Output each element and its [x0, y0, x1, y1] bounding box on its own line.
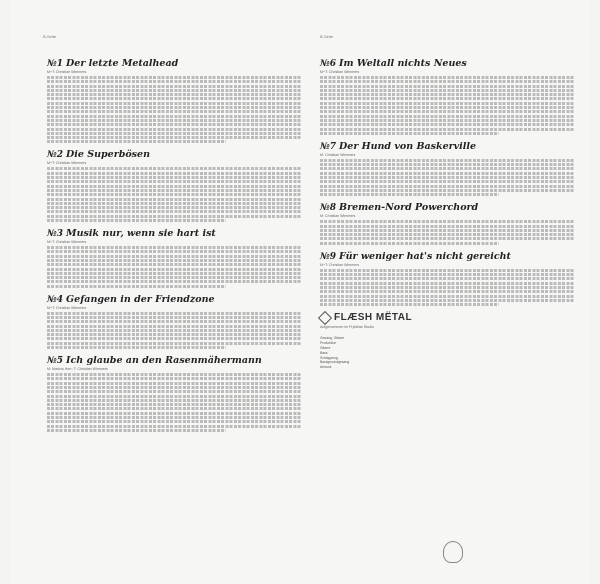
lyric-line [47, 259, 302, 262]
lyric-line [47, 329, 302, 332]
song-title-row [320, 141, 575, 152]
lyric-line [47, 320, 302, 323]
lyric-line [47, 255, 302, 258]
song-title-row [47, 228, 302, 239]
song-number: №9 [320, 251, 337, 262]
lyric-line [47, 386, 302, 389]
lyric-line [320, 132, 499, 135]
lyric-line [47, 337, 302, 340]
lyric-line [320, 282, 575, 285]
lyric-line [47, 219, 226, 222]
logo-mark-icon [318, 311, 332, 325]
song-title: Bremen-Nord Powerchord [339, 202, 479, 214]
lyric-line [47, 193, 302, 196]
lyric-line [47, 377, 302, 380]
song-credit: M: Christian Wimmers [320, 214, 356, 219]
lyric-line [47, 399, 302, 402]
lyric-line [47, 390, 302, 393]
lyric-line [47, 333, 302, 336]
lyric-line [47, 76, 302, 79]
lyric-line [47, 189, 302, 192]
lyric-line [320, 295, 575, 298]
song-number: №4 [47, 294, 64, 305]
lyric-line [47, 93, 302, 96]
side-label-left: B-Seite [43, 34, 57, 39]
lyric-line [320, 89, 575, 92]
credits-cell: Artwork [320, 365, 332, 370]
lyric-line [320, 102, 575, 105]
lyric-line [320, 115, 575, 118]
lyric-line [47, 210, 302, 213]
lyric-line [47, 268, 302, 271]
lyric-line [47, 106, 302, 109]
song-credit: M+T: Christian Wimmers [47, 305, 87, 310]
lyric-line [47, 272, 302, 275]
lyric-line [47, 198, 302, 201]
song-number: №1 [47, 59, 64, 69]
song-block [47, 149, 302, 222]
song-credit: M: Markus Herr; T: Christian Wimmers [47, 367, 108, 372]
song-credit: M+T: Christian Wimmers [47, 161, 87, 166]
lyric-line [47, 325, 302, 328]
lyric-line [320, 189, 575, 192]
lyric-line [320, 176, 575, 179]
song-title: Im Weltall nichts Neues [339, 58, 467, 69]
lyric-line [47, 373, 302, 376]
lyric-line [320, 242, 499, 245]
lyric-line [320, 277, 575, 280]
lyric-line [47, 97, 302, 100]
lyric-line [320, 80, 575, 83]
song-block [320, 251, 575, 306]
lyric-line [320, 269, 575, 272]
song-title-row [47, 294, 302, 305]
lyric-line [47, 172, 302, 175]
song-number: №2 [47, 150, 64, 161]
song-title-row [320, 202, 575, 213]
lyric-line [47, 132, 302, 135]
song-title-row [320, 58, 575, 69]
lyric-line [47, 176, 302, 179]
insert-sheet [10, 0, 590, 584]
lyric-line [47, 425, 302, 428]
left-column [47, 58, 302, 438]
lyric-line [320, 237, 575, 240]
lyric-line [47, 407, 302, 410]
lyric-line [47, 185, 302, 188]
lyric-line [47, 429, 226, 432]
logo-text: FLÆSH MËTAL [334, 312, 413, 324]
lyric-line [47, 250, 302, 253]
lyric-line [320, 273, 575, 276]
lyric-line [320, 180, 575, 183]
song-title: Ich glaube an den Rasenmähermann [66, 355, 262, 367]
credits-table [320, 336, 575, 369]
credits-cell: Gitarre [320, 346, 331, 351]
song-block [47, 58, 302, 143]
lyric-line [47, 412, 302, 415]
lyric-line [47, 206, 302, 209]
lyric-line [320, 299, 575, 302]
lyric-line [320, 97, 575, 100]
song-title-row [47, 58, 302, 69]
lyric-line [320, 233, 575, 236]
lyric-line [47, 346, 226, 349]
lyric-line [320, 225, 575, 228]
song-title: Gefangen in der Friendzone [66, 293, 215, 305]
lyric-line [320, 286, 575, 289]
lyric-line [47, 215, 302, 218]
album-info-line: Aufgenommen im Prybillas Studio [320, 325, 374, 330]
lyric-line [47, 246, 302, 249]
song-credit: M+T: Christian Wimmers [47, 70, 87, 74]
lyric-line [47, 280, 302, 283]
song-credit: M+T: Christian Wimmers [47, 240, 87, 245]
song-block [320, 141, 575, 196]
lyric-line [47, 128, 302, 131]
side-label-right: B-Seite [320, 34, 334, 39]
lyric-line [47, 202, 302, 205]
lyric-line [47, 119, 302, 122]
credits-cell: Produktion [320, 341, 337, 346]
lyric-line [320, 85, 575, 88]
song-block [47, 228, 302, 288]
credits-cell: Bass [320, 350, 328, 355]
lyric-line [47, 136, 302, 139]
lyric-line [320, 303, 499, 306]
song-title-row [47, 149, 302, 160]
song-title-row [47, 355, 302, 366]
lyric-line [320, 119, 575, 122]
lyric-line [47, 382, 302, 385]
lyric-line [320, 172, 575, 175]
credits-row [320, 365, 575, 370]
lyric-line [47, 342, 302, 345]
lyric-line [47, 89, 302, 92]
lyric-line [320, 163, 575, 166]
song-title: Für weniger hat's nicht gereicht [339, 250, 511, 262]
lyric-line [320, 93, 575, 96]
emblem-icon [443, 541, 463, 563]
lyric-line [47, 140, 226, 143]
lyric-line [320, 167, 575, 170]
song-title-row [320, 251, 575, 262]
song-credit: M+T: Christian Wimmers [320, 262, 360, 267]
lyric-line [320, 185, 575, 188]
lyric-line [47, 110, 302, 113]
song-credit: M: Christian Wimmers [320, 152, 356, 157]
lyric-line [47, 167, 302, 170]
song-block [320, 58, 575, 135]
song-title: Die Superbösen [66, 149, 150, 161]
lyric-line [47, 115, 302, 118]
song-title: Musik nur, wenn sie hart ist [66, 228, 216, 240]
song-block [47, 294, 302, 349]
lyric-line [47, 420, 302, 423]
credits-cell: Backgroundgesang [320, 360, 350, 365]
lyric-line [320, 123, 575, 126]
song-block [320, 202, 575, 244]
lyric-line [47, 416, 302, 419]
song-block [47, 355, 302, 432]
lyric-line [320, 110, 575, 113]
lyric-line [47, 263, 302, 266]
lyric-line [47, 316, 302, 319]
lyric-line [47, 180, 302, 183]
lyric-line [47, 80, 302, 83]
song-number: №6 [320, 59, 337, 69]
right-column [320, 58, 575, 370]
credits-cell: Gesang, Gitarre [320, 336, 345, 341]
lyric-line [320, 128, 575, 131]
lyric-line [320, 193, 499, 196]
lyric-line [47, 123, 302, 126]
credits-cell: Schlagzeug [320, 355, 338, 360]
album-logo [320, 312, 575, 323]
song-credit: M+T: Christian Wimmers [320, 70, 360, 74]
lyric-line [47, 403, 302, 406]
lyric-line [320, 159, 575, 162]
lyric-line [320, 220, 575, 223]
lyric-line [320, 290, 575, 293]
song-title: Der Hund von Baskerville [339, 140, 477, 152]
song-number: №5 [47, 356, 64, 367]
lyric-line [47, 276, 302, 279]
lyric-line [320, 229, 575, 232]
song-number: №7 [320, 141, 337, 152]
lyric-line [320, 106, 575, 109]
song-title: Der letzte Metalhead [66, 58, 179, 69]
lyric-line [47, 85, 302, 88]
lyric-line [47, 395, 302, 398]
song-number: №8 [320, 203, 337, 214]
lyric-line [47, 102, 302, 105]
lyric-line [47, 312, 302, 315]
lyric-line [47, 285, 226, 288]
lyric-line [320, 76, 575, 79]
song-number: №3 [47, 229, 64, 240]
